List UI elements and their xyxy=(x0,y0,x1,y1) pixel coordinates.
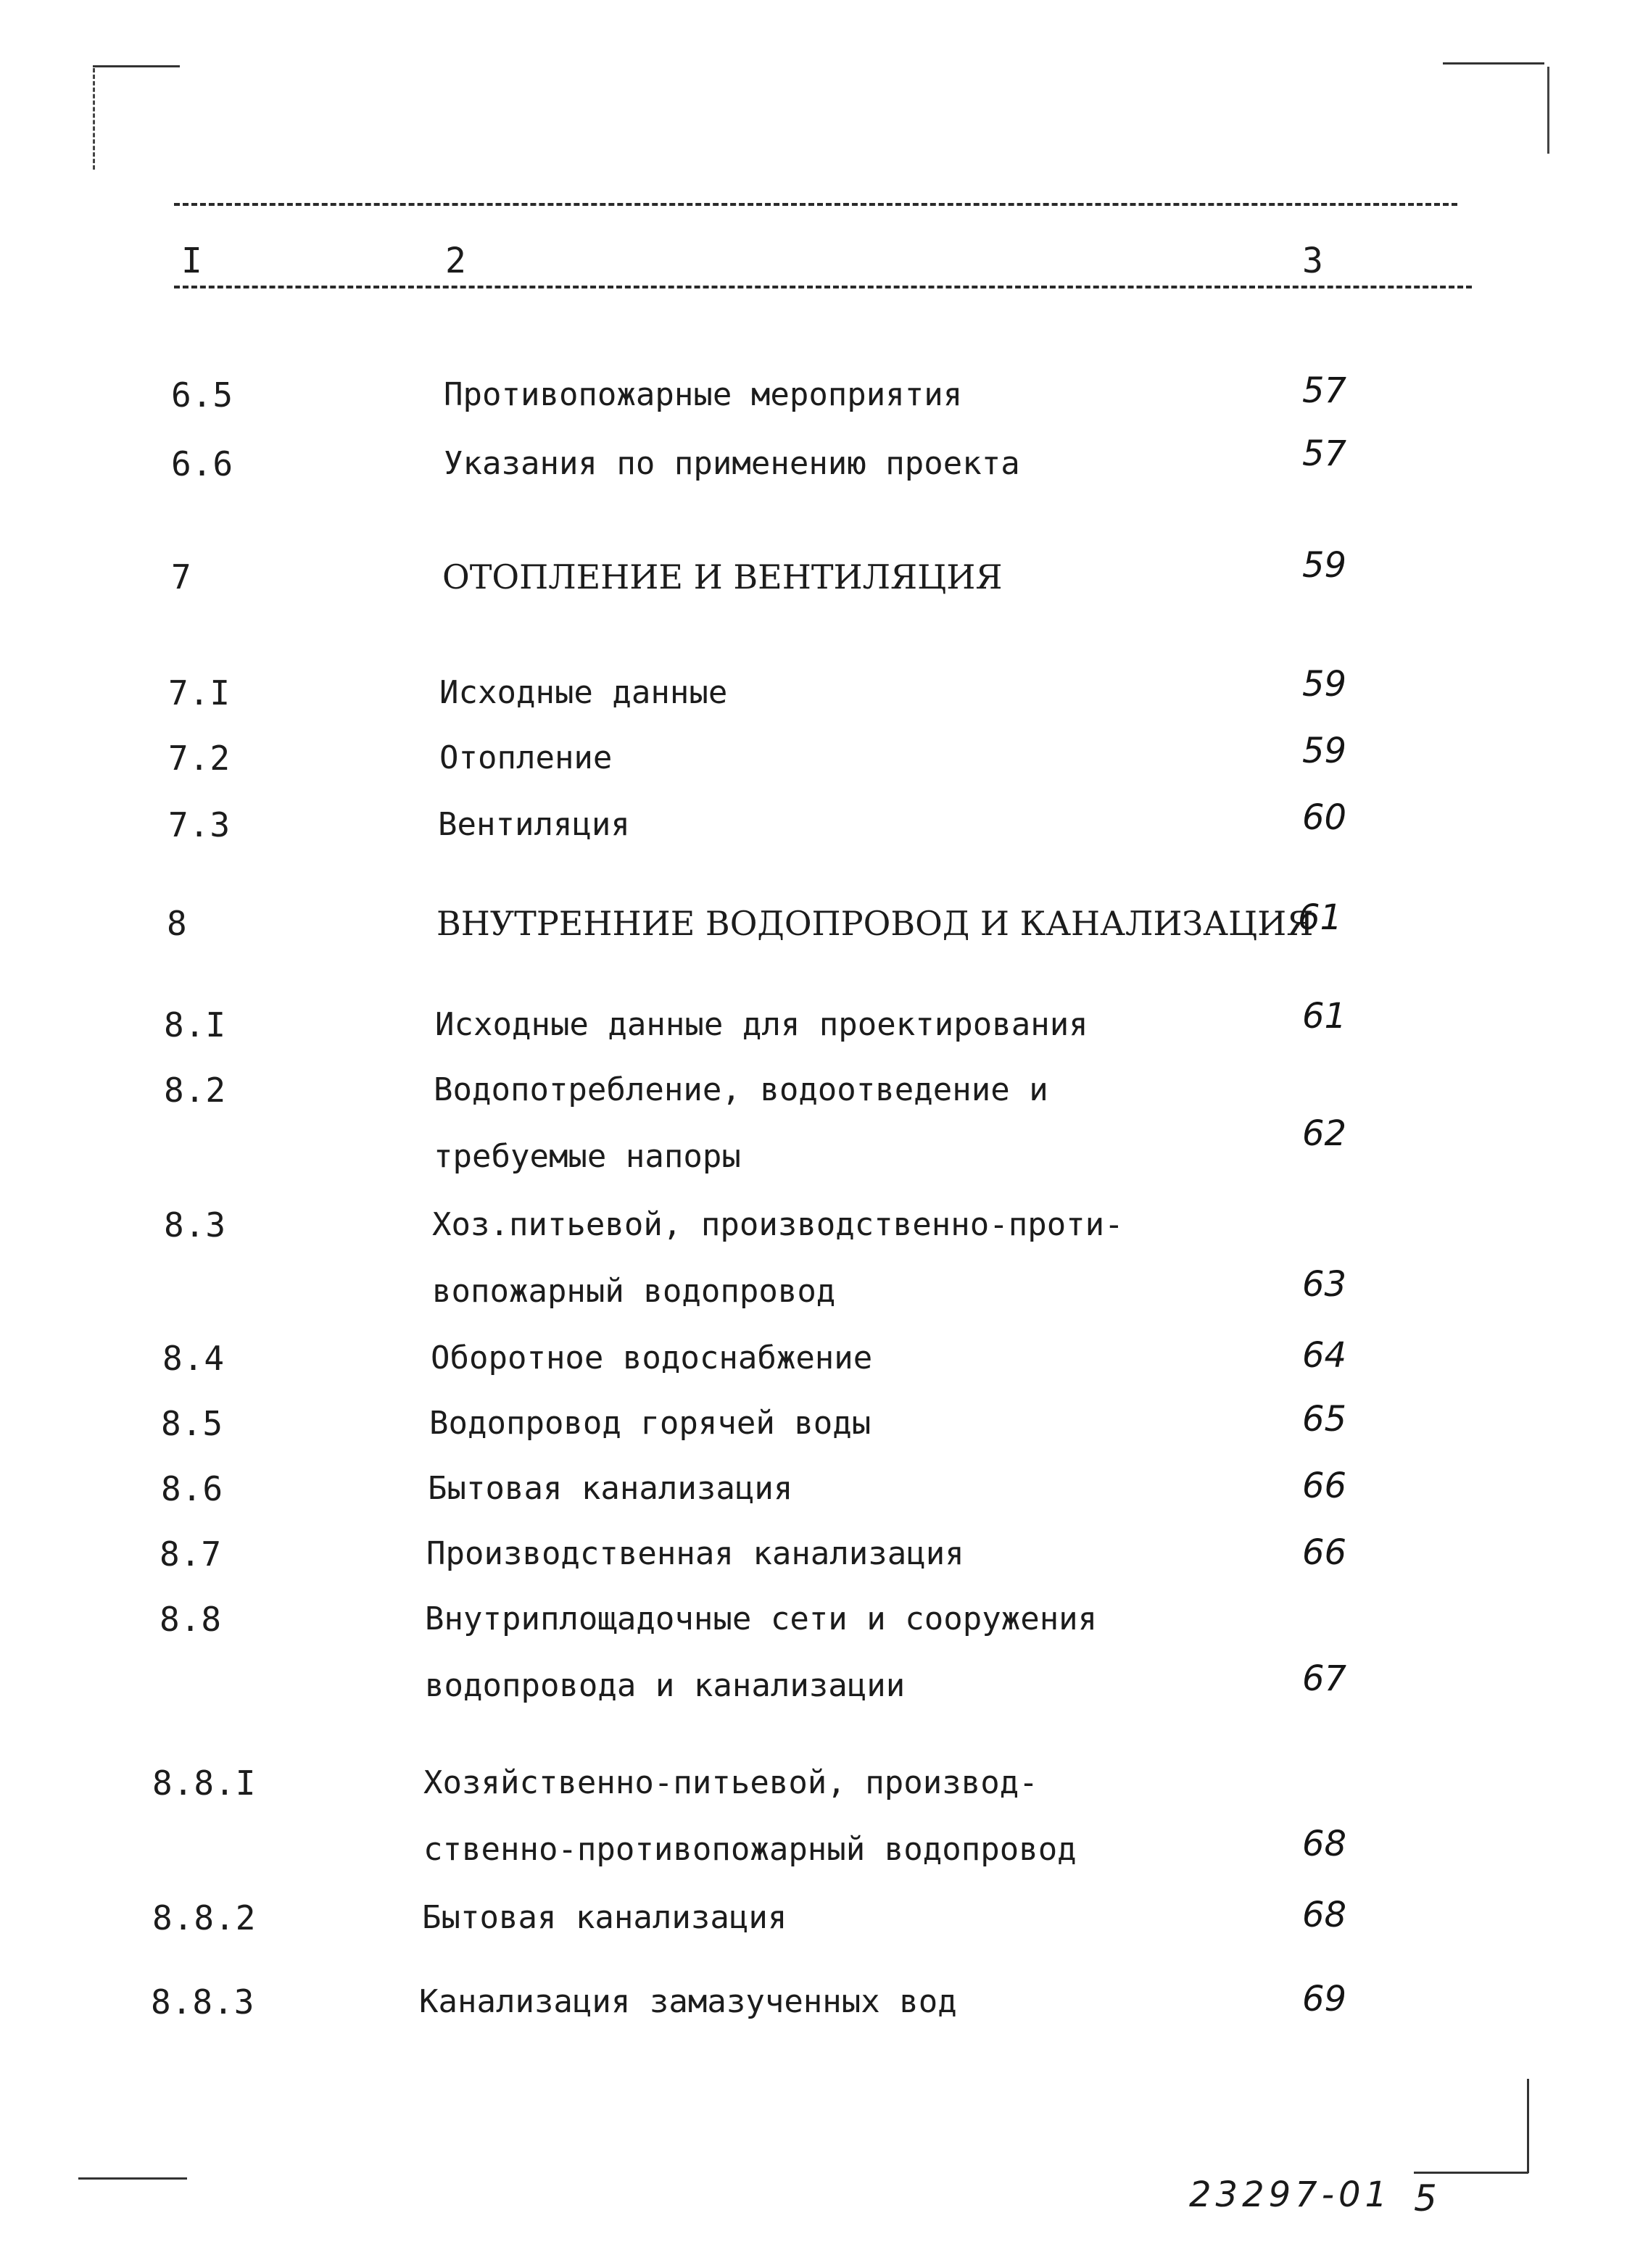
section-title-continuation: вопожарный водопровод xyxy=(432,1273,836,1310)
page-number: 59 xyxy=(1302,545,1347,586)
frame-corner-top-right-vertical xyxy=(1547,67,1549,154)
page-number: 57 xyxy=(1302,433,1347,474)
section-title: Канализация замазученных вод xyxy=(419,1983,957,2020)
section-title: Бытовая канализация xyxy=(422,1899,787,1936)
section-number: 6.6 xyxy=(171,444,234,483)
section-number: 7.2 xyxy=(168,739,231,778)
section-number: 7.3 xyxy=(168,805,231,844)
section-number: 7 xyxy=(171,557,192,597)
toc-row xyxy=(0,996,1627,1047)
section-number: 8.8 xyxy=(160,1600,223,1639)
page-number: 65 xyxy=(1302,1399,1347,1440)
section-title: ВНУТРЕННИЕ ВОДОПРОВОД И КАНАЛИЗАЦИЯ xyxy=(436,904,1314,943)
toc-row xyxy=(0,1337,1627,1380)
section-number: 8.5 xyxy=(161,1404,224,1443)
section-title: Оборотное водоснабжение xyxy=(431,1339,873,1376)
section-number: 8.6 xyxy=(161,1469,224,1508)
toc-row xyxy=(0,1896,1627,1940)
toc-row xyxy=(0,731,1627,780)
toc-row xyxy=(0,433,1627,486)
section-title: Исходные данные для проектирования xyxy=(435,1006,1088,1043)
header-dashed-rule-bottom xyxy=(174,286,1472,288)
section-title: Противопожарные мероприятия xyxy=(444,376,963,413)
toc-row xyxy=(0,1467,1627,1511)
page-number: 62 xyxy=(1302,1113,1347,1154)
section-title: Водопотребление, водоотведение и xyxy=(434,1071,1048,1108)
section-number: 7.I xyxy=(168,673,231,713)
page-number: 68 xyxy=(1302,1824,1347,1864)
toc-row xyxy=(0,1532,1627,1576)
section-title: Производственная канализация xyxy=(426,1535,964,1572)
section-number: 8.8.3 xyxy=(151,1982,255,2022)
toc-row xyxy=(0,1068,1627,1177)
toc-row xyxy=(0,370,1627,417)
section-title: Указания по применению проекта xyxy=(444,445,1020,482)
page-number: 66 xyxy=(1302,1532,1347,1573)
frame-corner-bottom-right-vertical xyxy=(1527,2079,1529,2173)
page-number: 59 xyxy=(1302,664,1347,705)
section-title: ОТОПЛЕНИЕ И ВЕНТИЛЯЦИЯ xyxy=(442,557,1003,597)
page-number: 60 xyxy=(1302,797,1347,838)
toc-row xyxy=(0,1598,1627,1706)
page-number: 67 xyxy=(1302,1658,1347,1699)
section-number: 8.I xyxy=(164,1005,227,1044)
section-number: 8.4 xyxy=(162,1339,225,1378)
page-number: 61 xyxy=(1302,996,1347,1037)
page-number: 63 xyxy=(1302,1264,1347,1305)
document-code: 23297-01 xyxy=(1189,2174,1392,2215)
section-number: 8.8.I xyxy=(152,1764,257,1803)
frame-corner-top-left-vertical xyxy=(93,68,95,170)
frame-corner-bottom-right xyxy=(1414,2172,1528,2174)
section-number: 6.5 xyxy=(171,375,234,415)
page-number: 66 xyxy=(1302,1466,1347,1506)
section-number: 8.2 xyxy=(164,1071,227,1110)
frame-corner-top-left xyxy=(93,65,180,67)
section-number: 8.7 xyxy=(160,1534,223,1574)
section-title: Исходные данные xyxy=(439,674,728,711)
section-title: Вентиляция xyxy=(438,806,630,843)
section-title-continuation: ственно-противопожарный водопровод xyxy=(423,1831,1077,1868)
toc-row xyxy=(0,1980,1627,2024)
section-number: 8.8.2 xyxy=(152,1898,257,1937)
page-number: 59 xyxy=(1302,731,1347,771)
section-title: Бытовая канализация xyxy=(428,1470,793,1507)
page-number: 64 xyxy=(1302,1335,1347,1376)
page-number: 57 xyxy=(1302,370,1347,411)
toc-row xyxy=(0,897,1627,945)
column-header-1: I xyxy=(181,241,202,281)
section-title: Отопление xyxy=(439,739,613,776)
sheet-number: 5 xyxy=(1414,2177,1437,2219)
section-number: 8.3 xyxy=(164,1205,227,1245)
frame-corner-bottom-left xyxy=(78,2177,187,2180)
page-number: 69 xyxy=(1302,1979,1347,2019)
toc-row xyxy=(0,1761,1627,1870)
section-title: Хозяйственно-питьевой, производ- xyxy=(423,1764,1038,1801)
section-title-continuation: водопровода и канализации xyxy=(425,1667,906,1704)
page-number: 68 xyxy=(1302,1895,1347,1935)
section-title: Хоз.питьевой, производственно-проти- xyxy=(432,1206,1124,1243)
page-number: 61 xyxy=(1298,897,1343,938)
section-number: 8 xyxy=(167,904,188,943)
toc-row xyxy=(0,797,1627,847)
column-header-2: 2 xyxy=(445,241,466,281)
toc-row xyxy=(0,664,1627,715)
frame-corner-top-right xyxy=(1443,62,1544,65)
section-title: Внутриплощадочные сети и сооружения xyxy=(425,1600,1098,1637)
toc-row xyxy=(0,545,1627,599)
column-header-3: 3 xyxy=(1302,241,1323,281)
section-title-continuation: требуемые напоры xyxy=(434,1138,741,1175)
header-dashed-rule-top xyxy=(174,203,1457,206)
toc-row xyxy=(0,1399,1627,1445)
section-title: Водопровод горячей воды xyxy=(429,1405,872,1442)
toc-row xyxy=(0,1203,1627,1312)
